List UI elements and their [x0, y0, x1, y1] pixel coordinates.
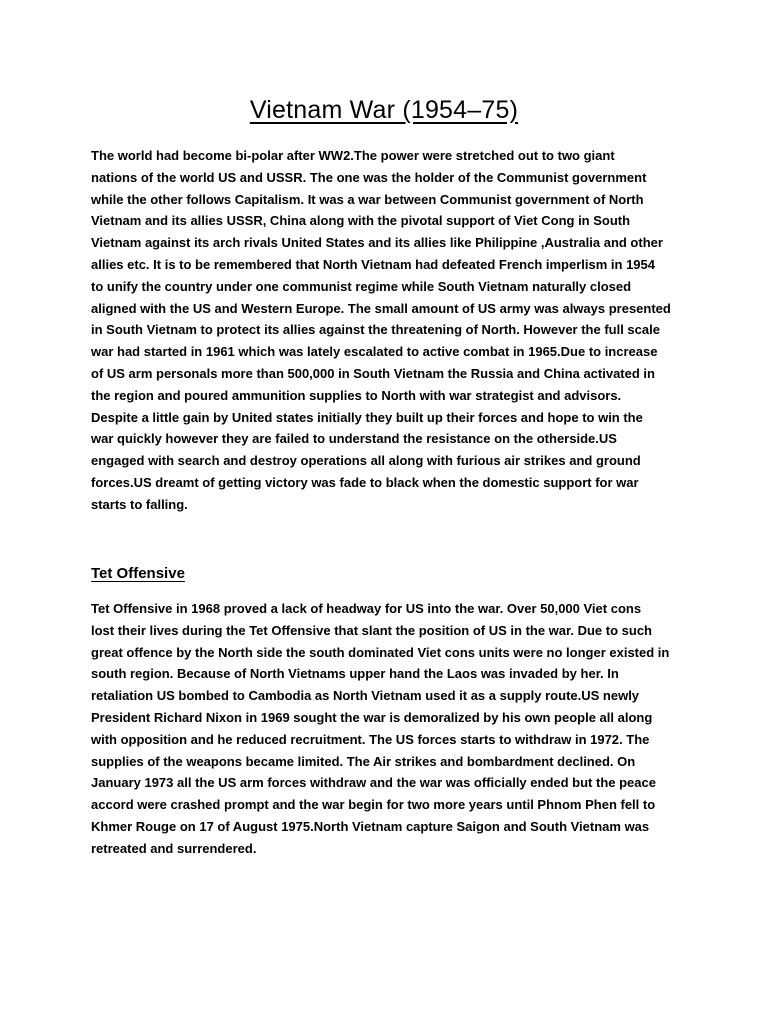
- intro-paragraph: [91, 145, 691, 516]
- paragraph-line: war quickly however they are failed to understand the resistance on the otherside.US: [91, 431, 617, 447]
- paragraph-line: of US arm personals more than 500,000 in South Vietnam the Russia and China activated in: [91, 365, 655, 381]
- paragraph-line: Vietnam against its arch rivals United States and its allies like Philippine ,Australia and other: [91, 235, 663, 251]
- paragraph-line: retreated and surrendered.: [91, 840, 257, 856]
- paragraph-line: great offence by the North side the south dominated Viet cons units were no longer existed in: [91, 644, 670, 660]
- paragraph-line: The world had become bi-polar after WW2.The power were stretched out to two giant: [91, 148, 615, 163]
- paragraph-line: January 1973 all the US arm forces withdraw and the war was officially ended but the peace: [91, 775, 656, 791]
- paragraph-line: President Richard Nixon in 1969 sought the war is demoralized by his own people all along: [91, 709, 653, 725]
- paragraph-line: Khmer Rouge on 17 of August 1975.North Vietnam capture Saigon and South Vietnam was: [91, 818, 650, 834]
- paragraph-line: Vietnam and its allies USSR, China along with the pivotal support of Viet Cong in South: [91, 213, 631, 229]
- paragraph-line: war had started in 1961 which was lately escalated to active combat in 1965.Due to increase: [91, 344, 658, 360]
- paragraph-line: forces.US dreamt of getting victory was fade to black when the domestic support for war: [91, 474, 639, 490]
- paragraph-line: retaliation US bombed to Cambodia as North Vietnam used it as a supply route.US newly: [91, 688, 640, 704]
- paragraph-line: with opposition and he reduced recruitment. The US forces starts to withdraw in 1972. The: [91, 731, 650, 747]
- paragraph-line: allies etc. It is to be remembered that North Vietnam had defeated French imperlism in 1954: [91, 256, 655, 272]
- paragraph-line: south region. Because of North Vietnams upper hand the Laos was invaded by her. In: [91, 666, 619, 682]
- paragraph-line: to unify the country under one communist regime while South Vietnam naturally closed: [91, 278, 632, 294]
- paragraph-line: nations of the world US and USSR. The one was the holder of the Communist government: [91, 169, 647, 185]
- paragraph-line: accord were crashed prompt and the war begin for two more years until Phnom Phen fell to: [91, 797, 656, 813]
- section-heading: Tet Offensive: [91, 565, 185, 582]
- paragraph-line: starts to falling.: [91, 496, 188, 512]
- paragraph-line: while the other follows Capitalism. It was a war between Communist government of North: [91, 191, 644, 207]
- paragraph-line: Tet Offensive in 1968 proved a lack of headway for US into the war. Over 50,000 Viet cons: [91, 601, 642, 616]
- document-title: Vietnam War (1954–75): [249, 96, 519, 124]
- paragraph-line: Despite a little gain by United states initially they built up their forces and hope to win the: [91, 409, 643, 425]
- paragraph-line: in South Vietnam to protect its allies against the threatening of North. However the full scale: [91, 322, 660, 338]
- paragraph-line: engaged with search and destroy operations all along with furious air strikes and ground: [91, 453, 641, 469]
- paragraph-line: supplies of the weapons became limited. The Air strikes and bombardment declined. On: [91, 753, 636, 769]
- paragraph-line: lost their lives during the Tet Offensive that slant the position of US in the war. Due to such: [91, 622, 652, 638]
- section-paragraph: [91, 598, 691, 860]
- paragraph-line: aligned with the US and Western Europe. The small amount of US army was always presented: [91, 300, 671, 316]
- paragraph-line: the region and poured ammunition supplies to North with war strategist and advisors.: [91, 387, 622, 403]
